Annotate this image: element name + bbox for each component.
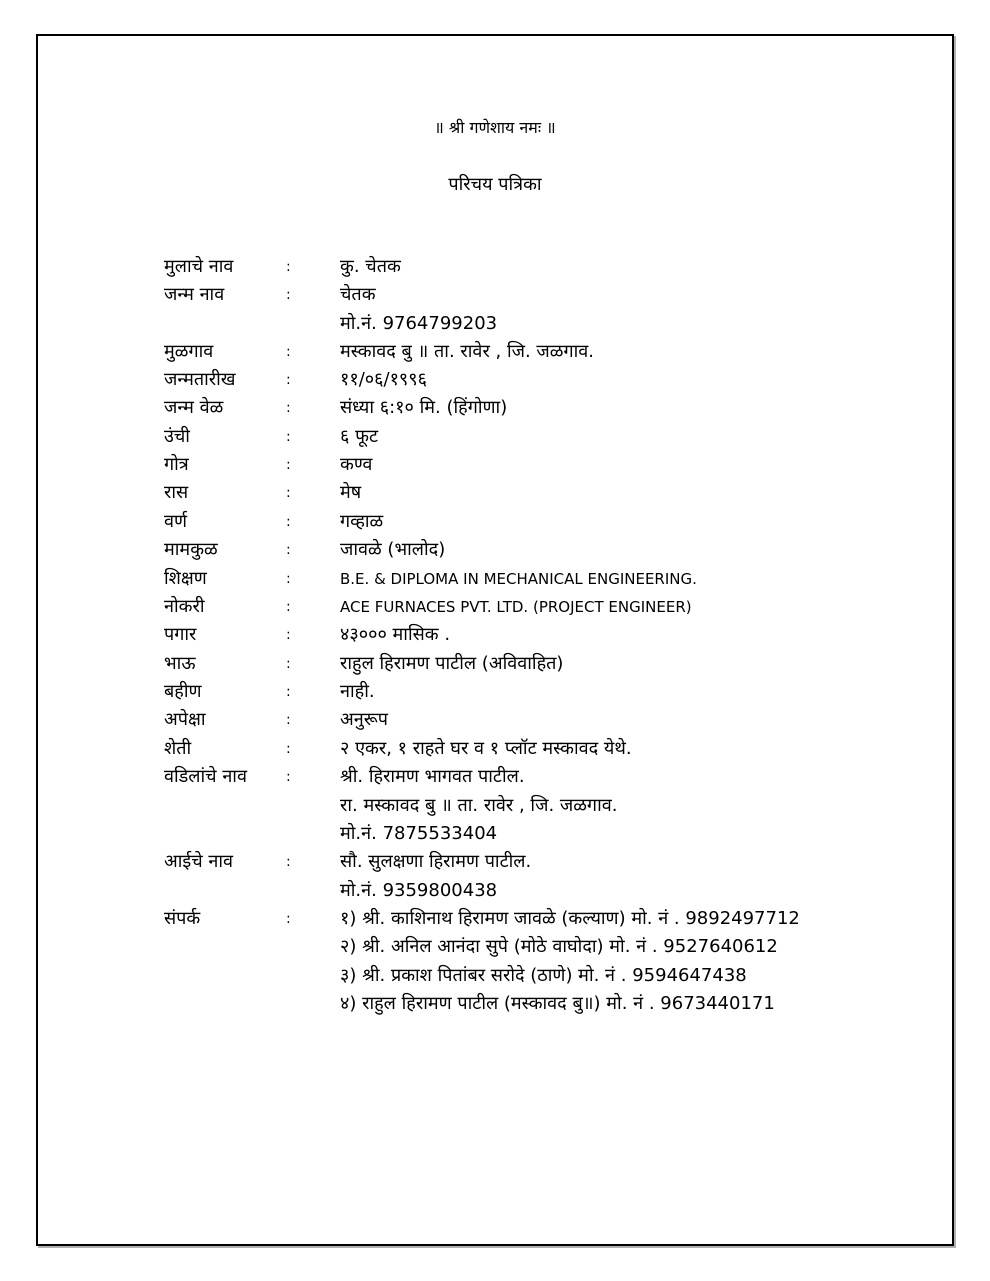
field-value: ४३००० मासिक . [340,624,451,645]
field-value: नाही. [340,681,375,702]
field-label: मुळगाव [164,341,214,362]
field-separator: : [286,542,291,558]
mobile-line: मो.नं. 9764799203 [340,313,498,334]
field-label: पगार [164,624,197,645]
field-label: वर्ण [164,511,188,532]
field-separator: : [286,712,291,728]
field-value: कण्व [340,454,373,475]
field-value: संध्या ६:१० मि. (हिंगोणा) [340,397,508,418]
field-value: गव्हाळ [340,511,384,532]
field-value: ACE FURNACES PVT. LTD. (PROJECT ENGINEER) [340,598,692,616]
field-label: शेती [164,738,192,759]
field-value: ६ फूट [340,426,379,447]
father-mobile: मो.नं. 7875533404 [340,823,498,844]
field-value: मेष [340,482,362,503]
field-value: श्री. हिरामण भागवत पाटील. [340,766,525,787]
field-separator: : [286,684,291,700]
field-separator: : [286,514,291,530]
page-title: परिचय पत्रिका [448,174,542,195]
field-value: ११/०६/१९९६ [340,369,428,390]
contact-line: २) श्री. अनिल आनंदा सुपे (मोठे वाघोदा) मो. नं . 9527640612 [340,936,778,957]
field-label: अपेक्षा [164,709,206,730]
field-separator: : [286,911,291,927]
field-separator: : [286,571,291,587]
field-value: जावळे (भालोद) [340,539,446,560]
field-separator: : [286,287,291,303]
field-separator: : [286,344,291,360]
contact-line: ३) श्री. प्रकाश पितांबर सरोदे (ठाणे) मो. नं . 9594647438 [340,965,747,986]
field-label: रास [164,482,189,503]
field-value: चेतक [340,284,376,305]
field-value: B.E. & DIPLOMA IN MECHANICAL ENGINEERING. [340,570,697,588]
field-label: उंची [164,426,190,447]
field-label: शिक्षण [164,568,207,589]
mother-mobile: मो.नं. 9359800438 [340,880,498,901]
field-label: वडिलांचे नाव [164,766,247,787]
field-separator: : [286,599,291,615]
field-separator: : [286,769,291,785]
contact-line: १) श्री. काशिनाथ हिरामण जावळे (कल्याण) मो. नं . 9892497712 [340,908,800,929]
field-separator: : [286,627,291,643]
field-separator: : [286,854,291,870]
field-label: जन्म वेळ [164,397,224,418]
field-label: मामकुळ [164,539,218,560]
father-address: रा. मस्कावद बु ॥ ता. रावेर , जि. जळगाव. [340,795,618,816]
field-value: सौ. सुलक्षणा हिरामण पाटील. [340,851,532,872]
field-value: २ एकर, १ राहते घर व १ प्लॉट मस्कावद येथे. [340,738,632,759]
field-separator: : [286,457,291,473]
field-value: अनुरूप [340,709,388,730]
contact-line: ४) राहुल हिरामण पाटील (मस्कावद बु॥) मो. नं . 9673440171 [340,993,775,1014]
field-label: बहीण [164,681,202,702]
field-label: जन्मतारीख [164,369,236,390]
field-separator: : [286,485,291,501]
field-label: मुलाचे नाव [164,256,234,277]
field-label: जन्म नाव [164,284,225,305]
field-label: संपर्क [164,908,201,929]
field-separator: : [286,741,291,757]
field-value: मस्कावद बु ॥ ता. रावेर , जि. जळगाव. [340,341,594,362]
field-label: नोकरी [164,596,205,617]
field-separator: : [286,259,291,275]
field-label: गोत्र [164,454,189,475]
field-separator: : [286,656,291,672]
field-label: भाऊ [164,653,196,674]
field-separator: : [286,372,291,388]
field-separator: : [286,429,291,445]
field-label: आईचे नाव [164,851,234,872]
field-value: कु. चेतक [340,256,401,277]
field-separator: : [286,400,291,416]
field-value: राहुल हिरामण पाटील (अविवाहित) [340,653,564,674]
blessing-heading: ॥ श्री गणेशाय नमः ॥ [434,118,556,137]
